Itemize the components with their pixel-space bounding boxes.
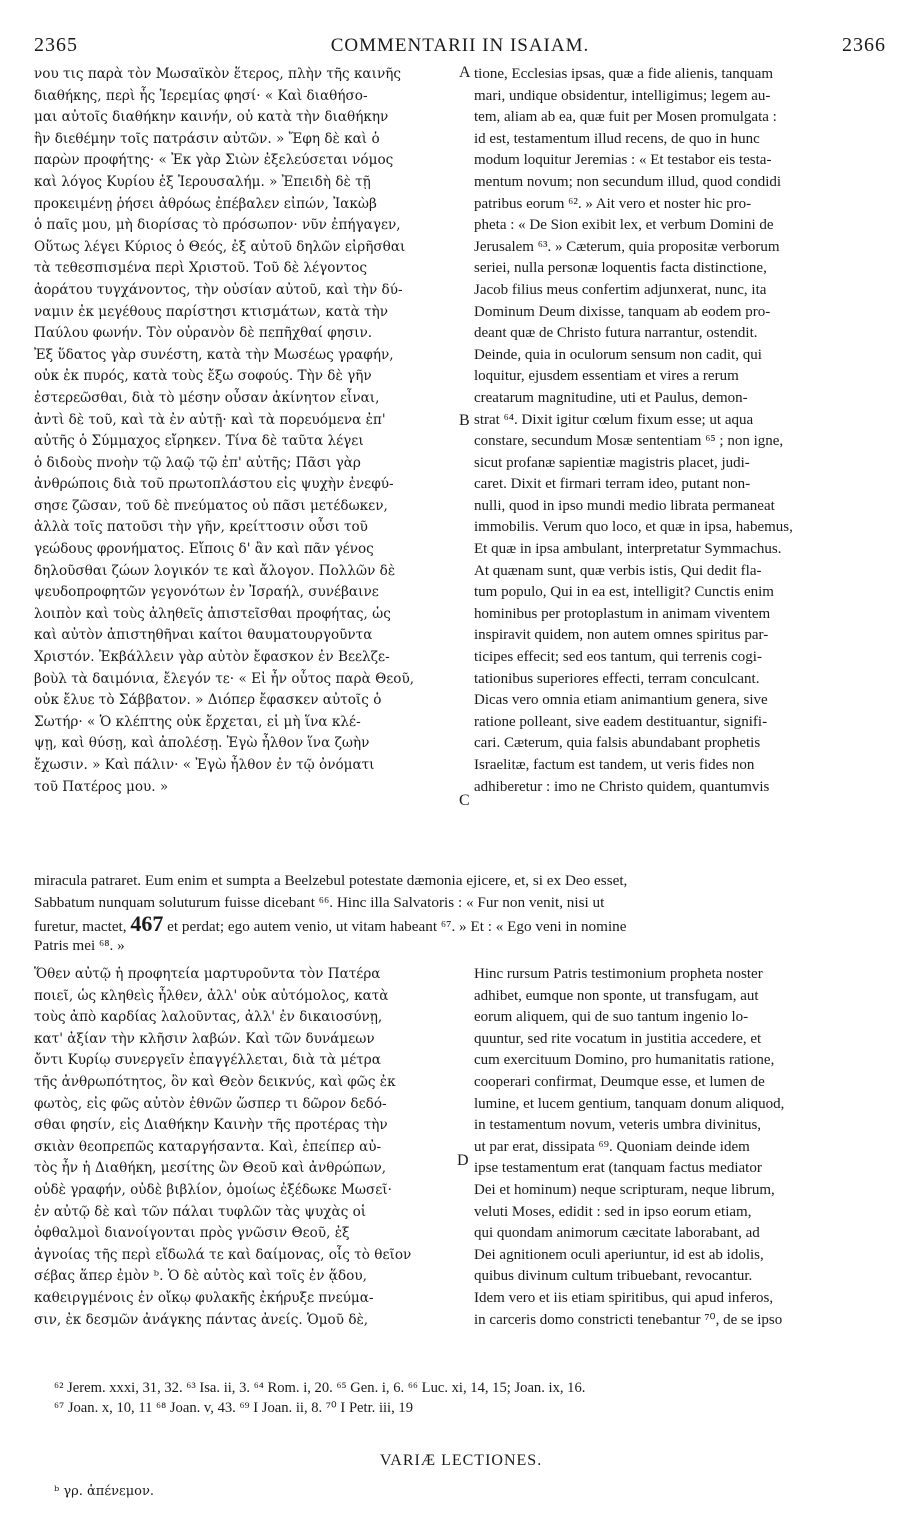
- greek-text-line: Παύλου φωνήν. Τὸν οὐρανὸν δὲ πεπῆχθαί φησιν.: [34, 325, 373, 342]
- latin-text-line: in carceris domo constricti tenebantur ⁷⁰, de se ipso: [474, 1311, 783, 1328]
- latin-text-line: Deinde, quia in oculorum sensum non cadit, qui: [474, 346, 762, 363]
- greek-text-line: τοὺς ἀπὸ καρδίας λαλοῦντας, ἀλλ' ἐν δικαιοσύνῃ,: [34, 1009, 383, 1026]
- variae-lectiones-note: ᵇ γρ. ἀπένεμον.: [54, 1484, 155, 1499]
- greek-text-line: σησε ζῶσαν, τοῦ δὲ πνεύματος οὐ πᾶσι μετέδωκεν,: [34, 497, 388, 514]
- column-marker-c: C: [459, 792, 470, 809]
- greek-text-line: ποιεῖ, ὡς κληθεὶς ἦλθεν, ἀλλ' οὐκ αὐτόμολος, κατὰ: [34, 987, 389, 1004]
- latin-text-line: inspiravit quidem, non autem omnes spiritus par-: [474, 627, 769, 644]
- greek-text-line: τὰ τεθεσπισμένα περὶ Χριστοῦ. Τοῦ δὲ λέγοντος: [34, 260, 367, 277]
- footnote-line: ⁶⁷ Joan. x, 10, 11 ⁶⁸ Joan. v, 43. ⁶⁹ I Joan. ii, 8. ⁷⁰ I Petr. iii, 19: [54, 1400, 413, 1416]
- latin-text-line: tem, aliam ab ea, quæ fuit per Mosen promulgata :: [474, 109, 777, 126]
- greek-text-line: ἐστερεῶσθαι, διὰ τὸ μέσην οὖσαν ἀκίνητον εἶναι,: [34, 389, 380, 406]
- greek-text-line: ναμιν ἐκ μεγέθους παρίστησι κτισμάτων, κατὰ τὴν: [34, 303, 389, 320]
- full-line: Patris mei ⁶⁸. »: [34, 936, 125, 954]
- greek-text-line: Χριστόν. Ἐκβάλλειν γὰρ αὐτὸν ἔφασκον ἐν Βεελζε-: [34, 649, 390, 666]
- latin-text-line: hominibus per protoplastum in animam viventem: [474, 605, 771, 622]
- latin-text-line: lumine, et lucem gentium, tanquam donum aliquod,: [474, 1095, 785, 1112]
- greek-text-line: ἣν διεθέμην τοῖς πατράσιν αὐτῶν. » Ἔφη δὲ καὶ ὁ: [34, 130, 380, 147]
- latin-text-line: ticipes effecit; sed eos tantum, qui terrenis cogi-: [474, 649, 762, 666]
- footnotes: [54, 1378, 894, 1418]
- greek-text-line: ψῃ, καὶ θύσῃ, καὶ ἀπολέσῃ. Ἐγὼ ἦλθον ἵνα ζωὴν: [34, 735, 370, 752]
- latin-column-bottom: [474, 964, 888, 1331]
- column-number: 467: [130, 913, 164, 935]
- greek-column-bottom: [34, 964, 458, 1331]
- latin-text-line: caret. Dixit et firmari terram ideo, putant non-: [474, 476, 751, 493]
- latin-text-line: seriei, nulla personæ loquentis facta distinctione,: [474, 260, 767, 277]
- greek-text-line: διαθήκης, περὶ ἧς Ἱερεμίας φησί· « Καὶ διαθήσο-: [34, 87, 368, 104]
- latin-text-line: veluti Moses, edidit : sed in ipso eorum etiam,: [474, 1203, 752, 1220]
- latin-text-line: tum populo, Qui in ea est, intelligit? Cunctis enim: [474, 584, 774, 601]
- latin-text-line: Jerusalem ⁶³. » Cæterum, quia propositæ verborum: [474, 238, 780, 255]
- greek-text-line: παρὼν προφήτης· « Ἐκ γὰρ Σιὼν ἐξελεύσεται νόμος: [34, 152, 394, 169]
- latin-text-line: Dominum Deum dixisse, tanquam ab eodem pro-: [474, 303, 771, 320]
- greek-text-line: προκειμένῃ ῥήσει ἀθρόως ἐπέβαλεν εἰπών, Ἰακὼβ: [34, 195, 377, 212]
- full-line-start: furetur, mactet,: [34, 918, 127, 935]
- page-number-right: 2366: [842, 34, 886, 56]
- latin-text-line: mentum novum; non secundum illud, quod condidi: [474, 173, 782, 190]
- greek-text-line: Ἐξ ὕδατος γὰρ συνέστη, κατὰ τὴν Μωσέως γραφήν,: [34, 346, 394, 363]
- latin-text-line: cari. Cæterum, quia falsis abundabant prophetis: [474, 735, 761, 752]
- greek-text-line: ἐν αὐτῷ δὲ καὶ τῶν πάλαι τυφλῶν τὰς ψυχὰς οἱ: [34, 1203, 367, 1220]
- greek-text-line: ὁ διδοὺς πνοὴν τῷ λαῷ τῷ ἐπ' αὐτῆς; Πᾶσι γὰρ: [34, 454, 361, 471]
- latin-text-line: Et quæ in ipsa ambulant, interpretatur Symmachus.: [474, 541, 782, 558]
- latin-text-line: cum exercituum Domino, pro humanitatis ratione,: [474, 1052, 775, 1069]
- greek-text-line: ἔχωσιν. » Καὶ πάλιν· « Ἐγὼ ἦλθον ἐν τῷ ὀνόματι: [34, 757, 375, 773]
- latin-text-line: quuntur, sed rite vocatum in justitia accedere, et: [474, 1030, 762, 1047]
- greek-text-line: ἀγνοίας τῆς περὶ εἴδωλά τε καὶ δαίμονας, οἷς τὸ θεῖον: [34, 1246, 412, 1263]
- latin-text-line: id est, testamentum illud recens, de quo in hunc: [474, 130, 760, 147]
- full-line: Sabbatum nunquam soluturum fuisse dicebant ⁶⁶. Hinc illa Salvatoris : « Fur non venit, nisi ut: [34, 893, 605, 911]
- latin-text-line: quibus divinum cultum tribuebant, revocantur.: [474, 1268, 753, 1285]
- column-marker-a: A: [459, 64, 471, 81]
- greek-text-line: οὐδὲ γραφήν, οὐδὲ βιβλίον, ὁμοίως ἐξέδωκε Μωσεῖ·: [34, 1181, 392, 1198]
- latin-text-line: ipse testamentum erat (tanquam factus mediator: [474, 1160, 762, 1177]
- greek-text-line: ἀνθρώποις διὰ τοῦ πρωτοπλάστου εἰς ψυχὴν ἐνεφύ-: [34, 476, 394, 493]
- latin-text-line: mari, undique obsidentur, intelligimus; legem au-: [474, 87, 771, 104]
- greek-text-line: καθειργμένοις ἐν οἴκῳ φυλακῆς ἐκήρυξε πνεύμα-: [34, 1289, 374, 1306]
- latin-text-line: Dei et hominum) neque scripturam, neque librum,: [474, 1181, 775, 1198]
- latin-text-line: immobilis. Verum quo loco, et quæ in ipsa, habemus,: [474, 519, 793, 536]
- full-line-end: et perdat; ego autem venio, ut vitam habeant ⁶⁷. » Et : « Ego veni in nomine: [167, 918, 627, 935]
- latin-text-line: loquitur, ejusdem essentiam et vires a rerum: [474, 368, 739, 385]
- latin-text-line: creatarum magnitudine, uti et Paulus, demon-: [474, 389, 748, 406]
- full-width-text: [34, 870, 888, 956]
- variae-lectiones-heading: VARIÆ LECTIONES.: [379, 1452, 543, 1469]
- latin-text-line: ut par erat, dissipata ⁶⁹. Quoniam deinde idem: [474, 1138, 750, 1155]
- latin-text-line: sicut profanæ sapientiæ magistris placet, judi-: [474, 454, 750, 471]
- latin-text-line: qui quondam animorum cæcitate laborabant, ad: [474, 1225, 760, 1242]
- greek-text-line: λοιπὸν καὶ τοὺς ἀληθεῖς ἀπιστεῖσθαι προφήτας, ὡς: [34, 605, 391, 622]
- latin-text-line: deant quæ de Christo futura narrantur, ostendit.: [474, 325, 758, 342]
- page-number-left: 2365: [34, 34, 78, 56]
- latin-text-line: in testamentum novum, veteris umbra divinitus,: [474, 1117, 762, 1134]
- greek-text-line: ψευδοπροφητῶν γεγονότων ἐν Ἰσραήλ, συνέβαινε: [34, 584, 379, 601]
- greek-text-line: βοὺλ τὰ δαιμόνια, ἔλεγόν τε· « Εἰ ἦν οὗτος παρὰ Θεοῦ,: [34, 670, 415, 687]
- latin-text-line: adhiberetur : imo ne Christo quidem, quantumvis: [474, 778, 770, 795]
- greek-text-line: ὀφθαλμοὶ διανοίγονται πρὸς γνῶσιν Θεοῦ, ἐξ: [34, 1225, 350, 1242]
- greek-column-top: [34, 64, 458, 798]
- greek-text-line: σκιὰν θεοπρεπῶς καταργήσαντα. Καὶ, ἐπείπερ αὐ-: [34, 1138, 382, 1155]
- running-title: COMMENTARII IN ISAIAM.: [330, 35, 590, 56]
- greek-text-line: κατ' ἀξίαν τὴν κλῆσιν λαβών. Καὶ τῶν δυνάμεων: [34, 1030, 375, 1047]
- greek-text-line: φωτὸς, εἰς φῶς αὐτὸν ἐθνῶν ὥσπερ τι δῶρον δεδό-: [34, 1095, 387, 1112]
- greek-text-line: ἀλλὰ τοῖς πατοῦσι τὴν γῆν, κρείττοσιν οὖσι τοῦ: [34, 519, 368, 536]
- latin-text-line: strat ⁶⁴. Dixit igitur cœlum fixum esse; ut aqua: [474, 411, 754, 428]
- latin-text-line: Israelitæ, factum est tandem, ut veris fides non: [474, 757, 755, 773]
- greek-text-line: Οὕτως λέγει Κύριος ὁ Θεός, ἐξ αὐτοῦ δηλῶν εἰρῆσθαι: [34, 238, 406, 255]
- greek-text-line: καὶ λόγος Κυρίου ἐξ Ἱερουσαλήμ. » Ἐπειδὴ δὲ τῇ: [34, 173, 371, 190]
- latin-column-top: [474, 64, 888, 798]
- latin-text-line: patribus eorum ⁶². » Ait vero et noster hic pro-: [474, 195, 752, 212]
- greek-text-line: σθαι φησίν, εἰς Διαθήκην Καινὴν τῆς προτέρας τὴν: [34, 1117, 388, 1134]
- greek-text-line: σέβας ἅπερ ἐμὸν ᵇ. Ὁ δὲ αὐτὸς καὶ τοῖς ἐν ᾅδου,: [34, 1268, 367, 1285]
- latin-text-line: tationibus superiores effecti, terram conculcant.: [474, 670, 760, 687]
- greek-text-line: ἀοράτου τυγχάνοντος, τὴν οὐσίαν αὐτοῦ, καὶ τὴν δύ-: [34, 281, 403, 298]
- greek-text-line: οὐκ ἔλυε τὸ Σάββατον. » Διόπερ ἔφασκεν αὐτοῖς ὁ: [34, 692, 382, 709]
- greek-text-line: γεώδους φρονήματος. Εἴποις δ' ἂν καὶ πᾶν γένος: [34, 541, 374, 558]
- greek-text-line: αὐτῆς ὁ Σύμμαχος εἴρηκεν. Τίνα δὲ ταῦτα λέγει: [34, 433, 364, 450]
- greek-text-line: οὐκ ἐκ πυρός, κατὰ τοὺς ἔξω σοφούς. Τὴν δὲ γῆν: [34, 368, 372, 385]
- latin-text-line: cooperari confirmat, Deumque esse, et lumen de: [474, 1073, 765, 1090]
- latin-text-line: tione, Ecclesias ipsas, quæ a fide alienis, tanquam: [474, 66, 774, 82]
- footnote-line: ⁶² Jerem. xxxi, 31, 32. ⁶³ Isa. ii, 3. ⁶⁴ Rom. i, 20. ⁶⁵ Gen. i, 6. ⁶⁶ Luc. xi, 14, 15; Joan. ix, 16.: [54, 1380, 586, 1396]
- full-line-with-number: [34, 913, 888, 935]
- greek-text-line: σιν, ἐκ δεσμῶν ἀνάγκης πάντας ἀνείς. Ὁμοῦ δὲ,: [34, 1311, 369, 1328]
- latin-text-line: nulli, quod in ipso mundi medio librata permaneat: [474, 497, 775, 514]
- greek-text-line: τοῦ Πατέρος μου. »: [34, 778, 169, 795]
- latin-text-line: pheta : « De Sion exibit lex, et verbum Domini de: [474, 217, 774, 234]
- latin-text-line: modum loquitur Jeremias : « Et testabor eis testa-: [474, 152, 772, 169]
- latin-text-line: ratione polleant, sive eadem destituantur, signifi-: [474, 713, 768, 730]
- latin-text-line: Hinc rursum Patris testimonium propheta noster: [474, 966, 763, 982]
- greek-text-line: τῆς ἀνθρωπότητος, ὃν καὶ Θεὸν δεικνύς, καὶ φῶς ἐκ: [34, 1073, 396, 1090]
- greek-text-line: Σωτήρ· « Ὁ κλέπτης οὐκ ἔρχεται, εἰ μὴ ἵνα κλέ-: [34, 713, 361, 730]
- latin-text-line: At quænam sunt, quæ verbis istis, Qui dedit fla-: [474, 562, 762, 579]
- greek-text-line: ὄντι Κυρίῳ συνεργεῖν ἐπαγγέλλεται, διὰ τὰ μέτρα: [34, 1052, 381, 1069]
- latin-text-line: Dei agnitionem oculi aperiuntur, id est ab idolis,: [474, 1246, 764, 1263]
- latin-text-line: constare, secundum Mosæ sententiam ⁶⁵ ; non igne,: [474, 433, 784, 450]
- latin-text-line: Dicas vero omnia etiam animantium genera, sive: [474, 692, 768, 709]
- latin-text-line: Idem vero et iis etiam spiritibus, qui apud inferos,: [474, 1289, 774, 1306]
- column-marker-b: B: [459, 412, 470, 429]
- latin-text-line: eorum aliquem, qui de suo tantum ingenio lo-: [474, 1009, 749, 1026]
- greek-text-line: καὶ αὐτὸν ἀπιστηθῆναι καίτοι θαυματουργοῦντα: [34, 627, 373, 644]
- greek-text-line: δηλοῦσθαι ζώων λογικόν τε καὶ ἄλογον. Πολλῶν δὲ: [34, 562, 396, 579]
- greek-text-line: ἀντὶ δὲ τοῦ, καὶ τὰ ἐν αὐτῇ· καὶ τὰ πορευόμενα ἐπ': [34, 411, 386, 428]
- latin-text-line: Jacob filius meus confertim adjunxerat, nunc, ita: [474, 281, 767, 298]
- column-marker-d: D: [457, 1152, 469, 1169]
- greek-text-line: νου τις παρὰ τὸν Μωσαϊκὸν ἕτερος, πλὴν τῆς καινῆς: [34, 66, 401, 82]
- page-header: [34, 34, 886, 60]
- greek-text-line: τὸς ἦν ἡ Διαθήκη, μεσίτης ὢν Θεοῦ καὶ ἀνθρώπων,: [34, 1160, 387, 1177]
- full-line: miracula patraret. Eum enim et sumpta a Beelzebul potestate dæmonia ejicere, et, si ex Deo esset,: [34, 872, 628, 889]
- greek-text-line: μαι αὐτοῖς διαθήκην καινήν, οὐ κατὰ τὴν διαθήκην: [34, 109, 389, 126]
- greek-text-line: Ὅθεν αὐτῷ ἡ προφητεία μαρτυροῦντα τὸν Πατέρα: [34, 966, 381, 982]
- greek-text-line: ὁ παῖς μου, μὴ διορίσας τὸ πρόσωπον· νῦν ἐπήγαγεν,: [34, 217, 401, 234]
- latin-text-line: adhibet, eumque non sponte, ut transfugam, aut: [474, 987, 759, 1004]
